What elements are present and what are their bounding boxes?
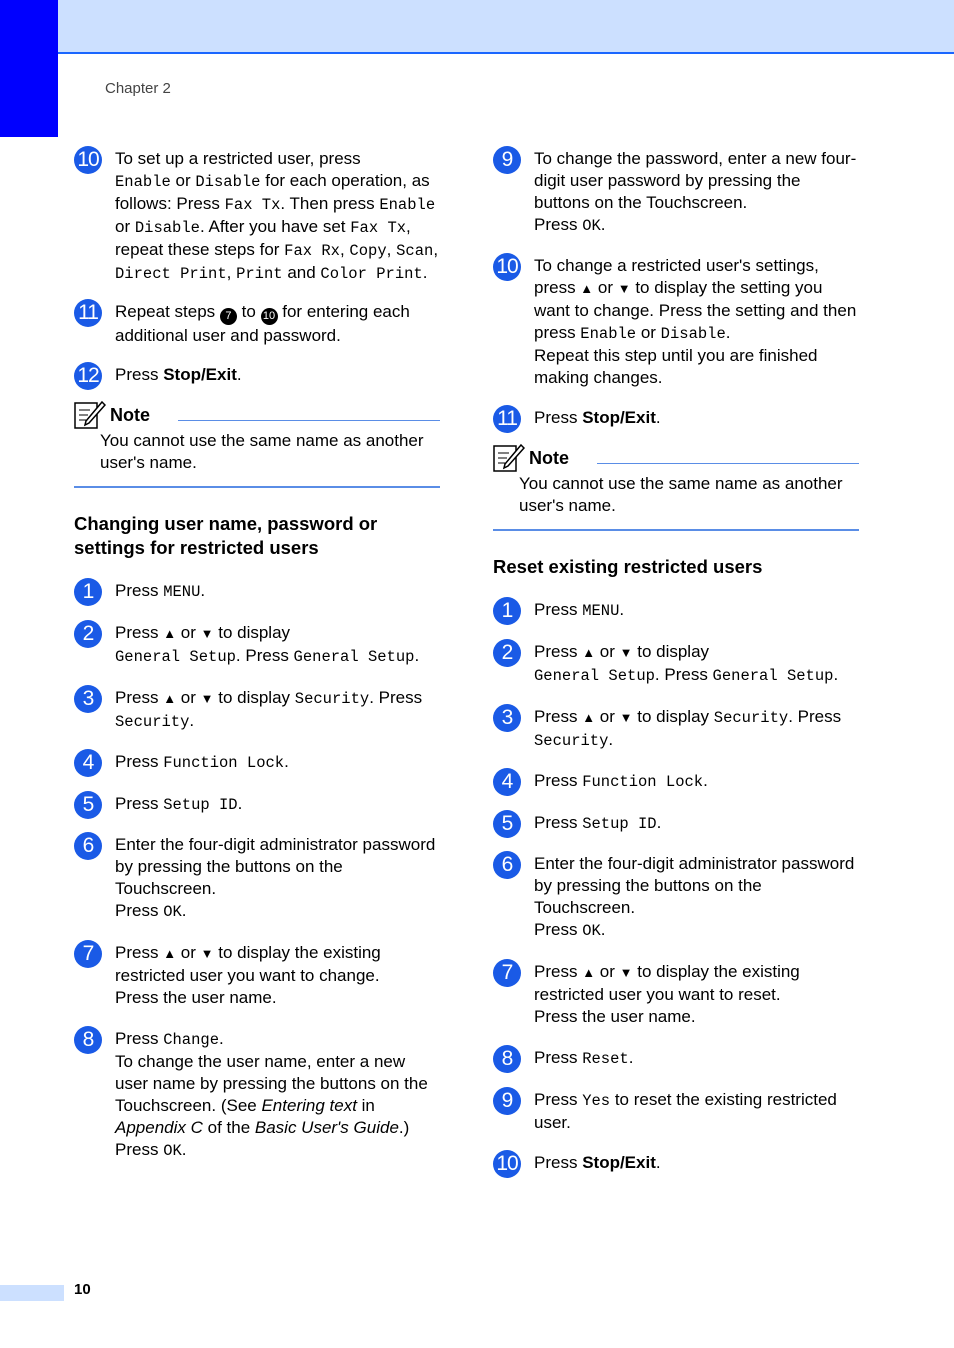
step-number: 2: [74, 620, 102, 648]
section-heading: Reset existing restricted users: [493, 556, 763, 577]
right-column: [493, 146, 859, 1174]
step-number: 11: [493, 405, 521, 433]
note-text: You cannot use the same name as another user's name.: [100, 431, 424, 472]
step-number: 4: [493, 768, 521, 796]
down-arrow-icon: ▼: [200, 626, 214, 641]
up-arrow-icon: ▲: [582, 965, 596, 980]
up-arrow-icon: ▲: [163, 946, 177, 961]
down-arrow-icon: ▼: [619, 965, 633, 980]
up-arrow-icon: ▲: [580, 281, 594, 296]
step-1: 1 Press MENU.: [74, 580, 440, 603]
step-7: 7 Press ▲ or ▼ to display the existing restricted user you want to reset. Press the user name.: [493, 961, 859, 1028]
step-2: 2 Press ▲ or ▼ to display General Setup. Press General Setup.: [74, 622, 440, 668]
step-7: 7 Press ▲ or ▼ to display the existing restricted user you want to change. Press the user name.: [74, 942, 440, 1009]
step-12: 12 Press Stop/Exit.: [74, 364, 440, 386]
step-10: 10 Press Stop/Exit.: [493, 1152, 859, 1174]
step-number: 10: [493, 1150, 521, 1178]
step-5: 5 Press Setup ID.: [493, 812, 859, 835]
step-3: 3 Press ▲ or ▼ to display Security. Press Security.: [493, 706, 859, 752]
page-number: 10: [74, 1281, 91, 1298]
left-column: [74, 146, 440, 1162]
step-number: 1: [74, 578, 102, 606]
down-arrow-icon: ▼: [619, 710, 633, 725]
footer-band: [0, 1285, 64, 1301]
step-number: 7: [74, 940, 102, 968]
note-title: Note: [529, 448, 569, 468]
step-ref-badge: 7: [220, 308, 237, 325]
step-2: 2 Press ▲ or ▼ to display General Setup. Press General Setup.: [493, 641, 859, 687]
note-box: [493, 443, 859, 531]
step-number: 9: [493, 1087, 521, 1115]
step-3: 3 Press ▲ or ▼ to display Security. Press Security.: [74, 687, 440, 733]
chapter-label: Chapter 2: [105, 80, 171, 97]
down-arrow-icon: ▼: [200, 946, 214, 961]
section-heading: Changing user name, password or settings for restricted users: [74, 513, 378, 558]
step-number: 5: [74, 791, 102, 819]
note-box: [74, 400, 440, 488]
note-rule: [597, 463, 859, 464]
down-arrow-icon: ▼: [617, 281, 631, 296]
step-6: 6 Enter the four-digit administrator password by pressing the buttons on the Touchscreen. Press OK.: [493, 853, 859, 942]
note-rule: [178, 420, 440, 421]
note-title: Note: [110, 405, 150, 425]
step-11: 11 Repeat steps 7 to 10 for entering each additional user and password.: [74, 301, 440, 347]
step-number: 4: [74, 749, 102, 777]
header-band: [58, 0, 954, 54]
note-pencil-icon: [493, 443, 525, 478]
step-number: 10: [74, 146, 102, 174]
up-arrow-icon: ▲: [582, 710, 596, 725]
chapter-tab-block: [0, 0, 58, 137]
step-8: 8 Press Reset.: [493, 1047, 859, 1070]
step-4: 4 Press Function Lock.: [74, 751, 440, 774]
up-arrow-icon: ▲: [163, 691, 177, 706]
step-number: 9: [493, 146, 521, 174]
step-number: 3: [493, 704, 521, 732]
step-number: 7: [493, 959, 521, 987]
step-number: 10: [493, 253, 521, 281]
down-arrow-icon: ▼: [200, 691, 214, 706]
step-number: 11: [74, 299, 102, 327]
up-arrow-icon: ▲: [163, 626, 177, 641]
step-4: 4 Press Function Lock.: [493, 770, 859, 793]
note-pencil-icon: [74, 400, 106, 435]
step-10: 10 To change a restricted user's settings, press ▲ or ▼ to display the setting you want to change. Press the setting and then press Enable or Disable. Repeat this step until you are finished making changes.: [493, 255, 859, 389]
step-number: 6: [74, 832, 102, 860]
step-number: 8: [493, 1045, 521, 1073]
down-arrow-icon: ▼: [619, 645, 633, 660]
step-11: 11 Press Stop/Exit.: [493, 407, 859, 429]
step-9: 9 To change the password, enter a new four-digit user password by pressing the buttons on the Touchscreen. Press OK.: [493, 148, 859, 237]
step-8: 8 Press Change. To change the user name, enter a new user name by pressing the buttons on the Touchscreen. (See Entering text in Appendix C of the Basic User's Guide.) Press OK.: [74, 1028, 440, 1162]
step-number: 8: [74, 1026, 102, 1054]
step-number: 3: [74, 685, 102, 713]
step-number: 1: [493, 597, 521, 625]
up-arrow-icon: ▲: [582, 645, 596, 660]
note-text: You cannot use the same name as another user's name.: [519, 474, 843, 515]
step-10: 10 To set up a restricted user, press Enable or Disable for each operation, as follows: Press Fax Tx. Then press Enable or Disable. After you have set Fax Tx, repeat these steps for Fax Rx, Copy, Scan, Direct Print, Print and Color Print.: [74, 148, 440, 285]
step-number: 12: [74, 362, 102, 390]
step-5: 5 Press Setup ID.: [74, 793, 440, 816]
step-9: 9 Press Yes to reset the existing restricted user.: [493, 1089, 859, 1134]
step-1: 1 Press MENU.: [493, 599, 859, 622]
step-number: 6: [493, 851, 521, 879]
step-6: 6 Enter the four-digit administrator password by pressing the buttons on the Touchscreen. Press OK.: [74, 834, 440, 923]
step-number: 2: [493, 639, 521, 667]
step-number: 5: [493, 810, 521, 838]
step-ref-badge: 10: [261, 308, 278, 325]
